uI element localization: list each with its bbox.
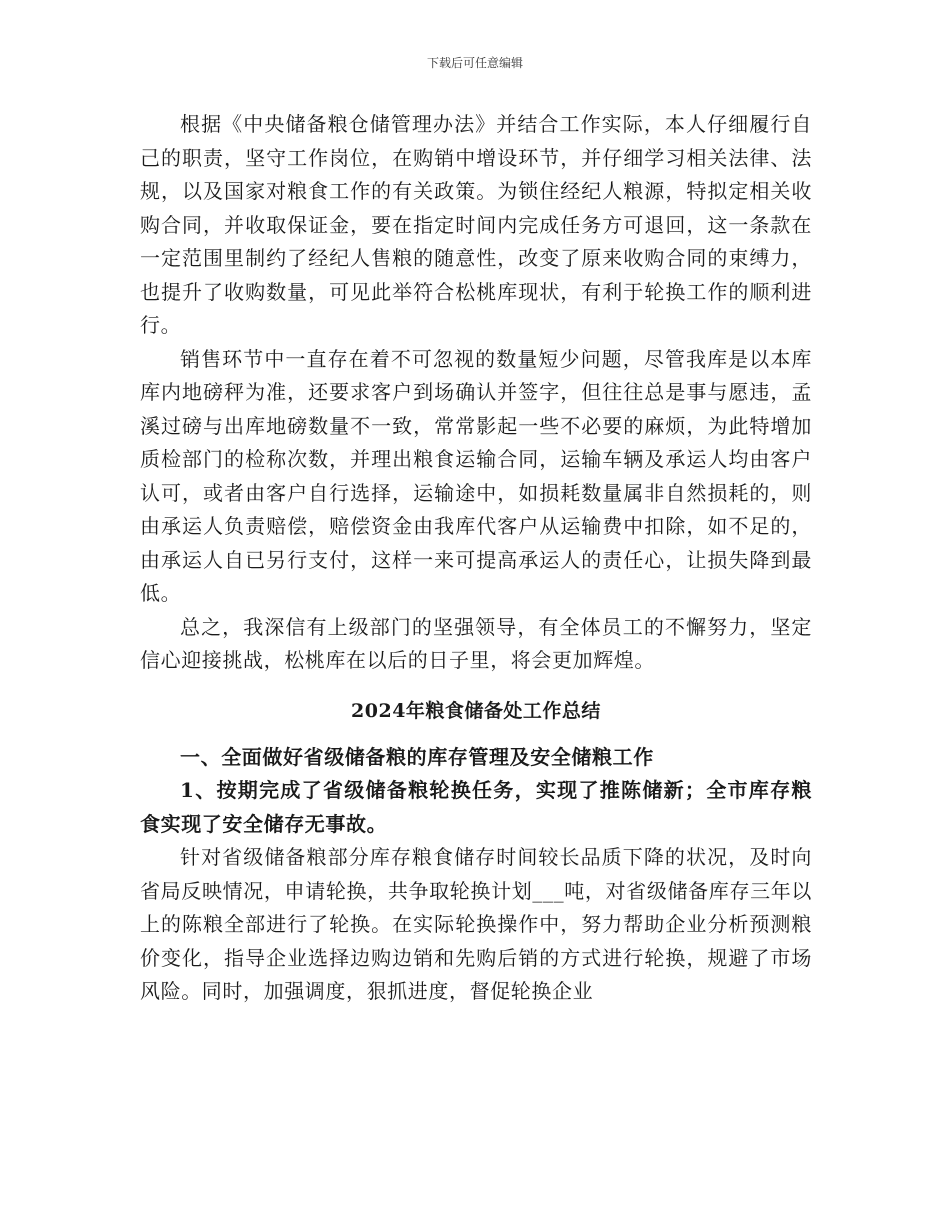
page-header: 下载后可任意编辑 xyxy=(426,56,523,70)
document-body xyxy=(140,108,812,1009)
paragraph-sales-shortage: 销售环节中一直存在着不可忽视的数量短少问题，尽管我库是以本库库内地磅秤为准，还要求客户到场确认并签字，但往往总是事与愿违，孟溪过磅与出库地磅数量不一致，常常影起一些不必要的麻烦，为此特增加质检部门的检称次数，并理出粮食运输合同，运输车辆及承运人均由客户认可，或者由客户自行选择，运输途中，如损耗数量属非自然损耗的，则由承运人负责赔偿，赔偿资金由我库代客户从运输费中扣除，如不足的，由承运人自已另行支付，这样一来可提高承运人的责任心，让损失降到最低。 xyxy=(140,346,812,605)
paragraph-purchase-contract: 根据《中央储备粮仓储管理办法》并结合工作实际，本人仔细履行自己的职责，坚守工作岗位，在购销中增设环节，并仔细学习相关法律、法规，以及国家对粮食工作的有关政策。为锁住经纪人粮源，特拟定相关收购合同，并收取保证金，要在指定时间内完成任务方可退回，这一条款在一定范围里制约了经纪人售粮的随意性，改变了原来收购合同的束缚力，也提升了收购数量，可见此举符合松桃库现状，有利于轮换工作的顺利进行。 xyxy=(140,112,812,337)
section-heading-2: 1、按期完成了省级储备粮轮换任务，实现了推陈储新；全市库存粮食实现了安全储存无事故。 xyxy=(140,778,812,836)
paragraph-rotation: 针对省级储备粮部分库存粮食储存时间较长品质下降的状况，及时向省局反映情况，申请轮换，共争取轮换计划___吨，对省级储备库存三年以上的陈粮全部进行了轮换。在实际轮换操作中，努力帮助企业分析预测粮价变化，指导企业选择边购边销和先购后销的方式进行轮换，规避了市场风险。同时，加强调度，狠抓进度，督促轮换企业 xyxy=(140,845,812,1003)
paragraph-conclusion: 总之，我深信有上级部门的坚强领导，有全体员工的不懈努力，坚定信心迎接挑战，松桃库在以后的日子里，将会更加辉煌。 xyxy=(140,614,812,672)
section-heading-1: 一、全面做好省级储备粮的库存管理及安全储粮工作 xyxy=(180,744,654,769)
section-title: 2024年粮食储备处工作总结 xyxy=(351,699,601,722)
